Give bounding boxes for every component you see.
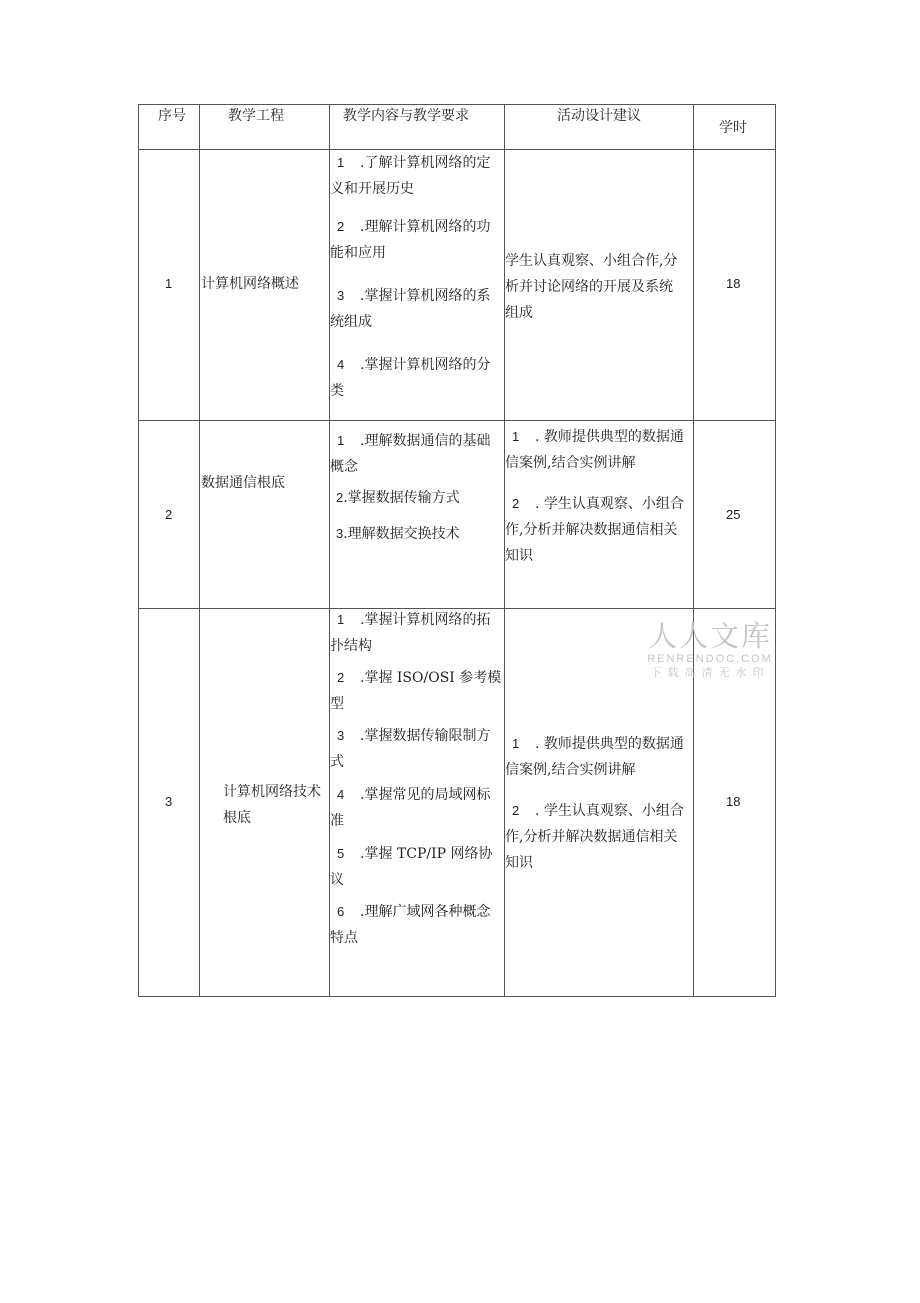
content-item-number: 4 — [337, 787, 345, 802]
content-item-text: .掌握计算机网络的拓 — [360, 612, 491, 628]
activity-item-number: 2 — [512, 496, 520, 511]
content-item-number: 2 — [337, 670, 345, 685]
content-item-text: 概念 — [330, 459, 358, 475]
content-item-text: .理解数据交换技术 — [343, 526, 460, 542]
content-item-text: 扑结构 — [330, 638, 372, 654]
content-item-number: 1 — [337, 433, 345, 448]
activity-item-number: 1 — [512, 429, 520, 444]
activity-text: 信案例,结合实例讲解 — [505, 455, 636, 471]
content-item-number: 3 — [336, 526, 344, 541]
content-item-text: .掌握计算机网络的系 — [360, 288, 491, 304]
header-hours: 学时 — [719, 120, 747, 136]
content-item-text: 议 — [330, 872, 344, 888]
content-item — [330, 352, 490, 404]
content-item — [330, 899, 490, 951]
content-item-text: .掌握 TCP/IP 网络协 — [360, 846, 493, 862]
content-item — [330, 428, 490, 480]
row-index: 1 — [165, 276, 173, 291]
activity-item — [505, 798, 684, 876]
watermark-tagline: 下载高清无水印 — [650, 666, 770, 679]
row-index: 3 — [165, 794, 173, 809]
content-item-number: 2 — [336, 490, 344, 505]
content-item-text: 特点 — [330, 930, 358, 946]
content-item-number: 2 — [337, 219, 345, 234]
content-item-text: .了解计算机网络的定 — [360, 155, 491, 171]
activity-text: 析并讨论网络的开展及系统 — [505, 279, 673, 295]
content-item — [330, 841, 493, 893]
activity-item-number: 1 — [512, 736, 520, 751]
activity-text: 作,分析并解决数据通信相关 — [505, 522, 678, 538]
content-item-text: .掌握数据传输方式 — [343, 490, 460, 506]
header-content: 教学内容与教学要求 — [343, 108, 469, 124]
activity-item-number: 2 — [512, 803, 520, 818]
content-item-text: 类 — [330, 383, 344, 399]
activity-text: 作,分析并解决数据通信相关 — [505, 829, 678, 845]
table-column-divider — [693, 105, 694, 996]
content-item-text: 义和开展历史 — [330, 181, 414, 197]
content-item-number: 3 — [337, 728, 345, 743]
row-hours: 25 — [726, 507, 741, 522]
activity-text: . 学生认真观察、小组合 — [535, 803, 684, 819]
content-item-text: 式 — [330, 754, 344, 770]
watermark — [646, 620, 774, 680]
content-item — [330, 214, 490, 266]
content-item-text: 统组成 — [330, 314, 372, 330]
activity-item — [505, 248, 677, 326]
watermark-domain: RENRENDOC.COM — [647, 653, 773, 665]
activity-text: . 教师提供典型的数据通 — [535, 429, 684, 445]
row-project: 数据通信根底 — [201, 475, 285, 491]
row-project-text: 根底 — [223, 810, 251, 826]
content-item — [330, 723, 490, 775]
activity-text: 学生认真观察、小组合作,分 — [505, 253, 678, 269]
content-item-number: 1 — [337, 612, 345, 627]
header-project: 教学工程 — [228, 108, 284, 124]
content-item — [330, 665, 501, 717]
watermark-title: 人人文库 — [647, 619, 772, 653]
content-item-number: 3 — [337, 288, 345, 303]
activity-text: . 教师提供典型的数据通 — [535, 736, 684, 752]
content-item — [330, 485, 460, 511]
activity-item — [505, 731, 684, 783]
content-item-text: .理解计算机网络的功 — [360, 219, 491, 235]
content-item-text: .掌握数据传输限制方 — [360, 728, 491, 744]
content-item — [330, 283, 490, 335]
content-item-number: 4 — [337, 357, 345, 372]
content-item-text: 能和应用 — [330, 245, 386, 261]
content-item-number: 5 — [337, 846, 345, 861]
activity-text: 知识 — [505, 548, 533, 564]
row-project: 计算机网络概述 — [201, 276, 299, 292]
activity-text: 组成 — [505, 305, 533, 321]
content-item — [330, 607, 490, 659]
content-item-text: .掌握 ISO/OSI 参考模 — [360, 670, 502, 686]
content-item — [330, 521, 460, 547]
activity-item — [505, 424, 684, 476]
content-item-number: 6 — [337, 904, 345, 919]
content-item — [330, 150, 490, 202]
content-item-text: 准 — [330, 813, 344, 829]
row-hours: 18 — [726, 276, 741, 291]
table-row-divider — [139, 420, 775, 421]
row-hours: 18 — [726, 794, 741, 809]
content-item-text: .理解广域网各种概念 — [360, 904, 491, 920]
row-project — [223, 779, 321, 831]
activity-text: . 学生认真观察、小组合 — [535, 496, 684, 512]
activity-item — [505, 491, 684, 569]
content-item-text: 型 — [330, 696, 344, 712]
content-item-text: .理解数据通信的基础 — [360, 433, 491, 449]
activity-text: 信案例,结合实例讲解 — [505, 762, 636, 778]
content-item-text: .掌握常见的局域网标 — [360, 787, 491, 803]
content-item — [330, 782, 490, 834]
header-index: 序号 — [158, 108, 186, 124]
table-column-divider — [199, 105, 200, 996]
content-item-text: .掌握计算机网络的分 — [360, 357, 491, 373]
content-item-number: 1 — [337, 155, 345, 170]
row-project-text: 计算机网络技术 — [223, 784, 321, 800]
activity-text: 知识 — [505, 855, 533, 871]
row-index: 2 — [165, 507, 173, 522]
header-activity: 活动设计建议 — [557, 108, 641, 124]
